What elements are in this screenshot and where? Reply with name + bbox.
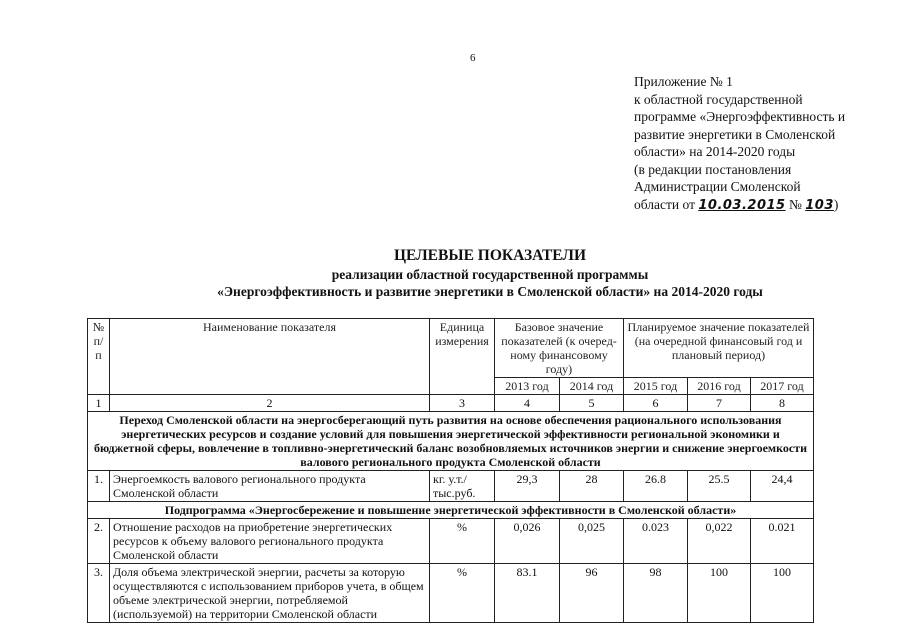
col-number: 7 xyxy=(688,395,751,412)
row-unit: % xyxy=(430,519,495,564)
row-value: 29,3 xyxy=(495,471,560,502)
handwritten-number: 103 xyxy=(805,197,834,213)
row-value: 0,025 xyxy=(560,519,624,564)
header-year: 2015 год xyxy=(624,378,688,395)
table-row xyxy=(88,564,814,623)
col-number: 8 xyxy=(751,395,814,412)
col-number: 5 xyxy=(560,395,624,412)
row-value: 26.8 xyxy=(624,471,688,502)
column-numbers-row xyxy=(88,395,814,412)
row-name: Энергоемкость валового регионального продукта Смоленской области xyxy=(110,471,430,502)
row-value: 25.5 xyxy=(688,471,751,502)
header-year: 2013 год xyxy=(495,378,560,395)
row-value: 83.1 xyxy=(495,564,560,623)
table-row xyxy=(88,519,814,564)
closing-paren: ) xyxy=(833,196,839,212)
row-num: 3. xyxy=(88,564,110,623)
appendix-line: программе «Энергоэффективность и xyxy=(634,109,846,124)
appendix-line: к областной государственной xyxy=(634,91,803,107)
section-subprogram: Подпрограмма «Энергосбережение и повышение энергетической эффективности в Смоленской области» xyxy=(88,502,814,519)
section-row xyxy=(88,412,814,471)
row-value: 0,022 xyxy=(688,519,751,564)
header-num: № п/п xyxy=(88,319,110,395)
row-value: 0.023 xyxy=(624,519,688,564)
row-value: 96 xyxy=(560,564,624,623)
row-value: 0.021 xyxy=(751,519,814,564)
col-number: 3 xyxy=(430,395,495,412)
row-value: 24,4 xyxy=(751,471,814,502)
title-line3: «Энергоэффективность и развитие энергетики в Смоленской области» на 2014-2020 годы xyxy=(217,284,763,299)
table-row xyxy=(88,471,814,502)
row-name: Отношение расходов на приобретение энергетических ресурсов к объему валового регионального продукта Смоленской области xyxy=(110,519,430,564)
title-main: ЦЕЛЕВЫЕ ПОКАЗАТЕЛИ xyxy=(393,247,587,264)
col-number: 1 xyxy=(88,395,110,412)
row-num: 1. xyxy=(88,471,110,502)
header-base: Базовое значение показателей (к очеред-ному финансовому году) xyxy=(495,319,624,378)
row-value: 28 xyxy=(560,471,624,502)
appendix-line: (в редакции постановления xyxy=(634,161,792,177)
document-title xyxy=(100,247,880,300)
appendix-line: Администрации Смоленской xyxy=(634,179,801,194)
col-number: 4 xyxy=(495,395,560,412)
appendix-block xyxy=(634,73,904,214)
appendix-date-line xyxy=(634,196,904,215)
section-goal: Переход Смоленской области на энергосберегающий путь развития на основе обеспечения рационального использования энергетических ресурсов и создание условий для повышения энергетической эффективности региональной экономики и бюджетной сферы, вовлечение в топливно-энергетический баланс возобновляемых источников энергии и снижение энергоемкости валового регионального продукта Смоленской области xyxy=(88,412,814,471)
header-planned: Планируемое значение показателей (на очередной финансовый год и плановый период) xyxy=(624,319,814,378)
number-label: № xyxy=(788,196,802,212)
page-number: 6 xyxy=(470,52,476,64)
appendix-date-prefix: области от xyxy=(634,196,695,212)
header-name: Наименование показателя xyxy=(110,319,430,395)
row-unit: кг. у.т./ тыс.руб. xyxy=(430,471,495,502)
header-unit: Единица измерения xyxy=(430,319,495,395)
appendix-line: Приложение № 1 xyxy=(634,74,733,89)
row-name: Доля объема электрической энергии, расчеты за которую осуществляются с использованием приборов учета, в общем объеме электрической энергии, потребляемой (используемой) на территории Смоленской области xyxy=(110,564,430,623)
header-row xyxy=(88,319,814,378)
row-value: 100 xyxy=(751,564,814,623)
row-value: 0,026 xyxy=(495,519,560,564)
row-value: 98 xyxy=(624,564,688,623)
row-value: 100 xyxy=(688,564,751,623)
header-year: 2017 год xyxy=(751,378,814,395)
header-year: 2016 год xyxy=(688,378,751,395)
col-number: 2 xyxy=(110,395,430,412)
row-unit: % xyxy=(430,564,495,623)
col-number: 6 xyxy=(624,395,688,412)
appendix-line: области» на 2014-2020 годы xyxy=(634,144,796,159)
appendix-line: развитие энергетики в Смоленской xyxy=(634,126,836,142)
header-year: 2014 год xyxy=(560,378,624,395)
indicators-table xyxy=(87,318,814,623)
row-num: 2. xyxy=(88,519,110,564)
handwritten-date: 10.03.2015 xyxy=(698,197,786,213)
title-line2: реализации областной государственной программы xyxy=(331,267,649,282)
section-row xyxy=(88,502,814,519)
